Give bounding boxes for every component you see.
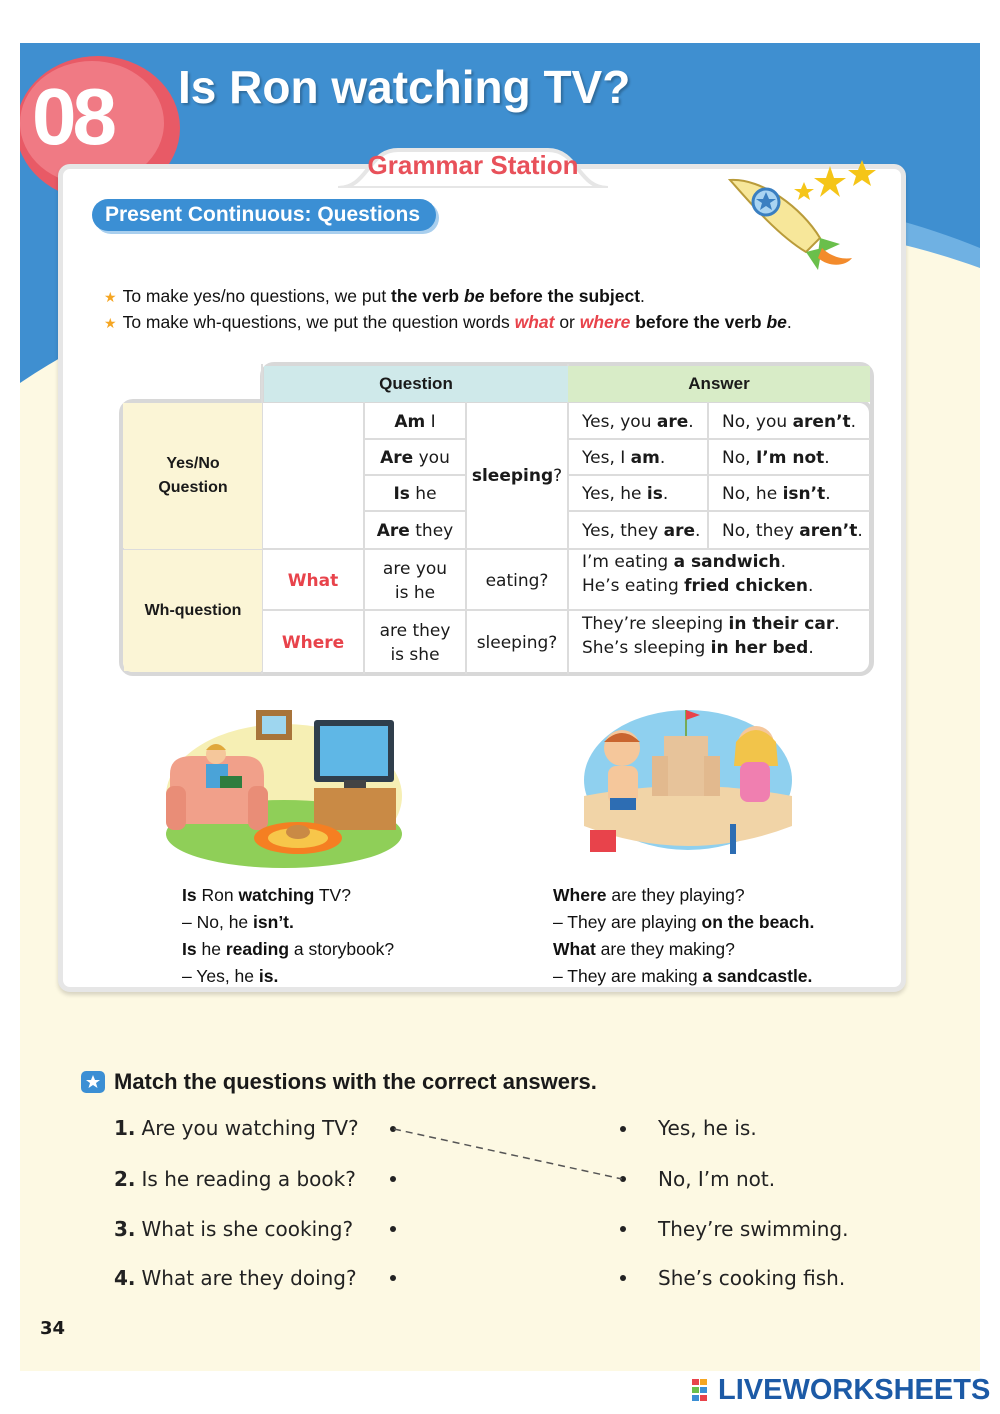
- wh-word-where: Where: [281, 632, 345, 653]
- answer-2: No, I’m not.: [658, 1167, 776, 1191]
- answer-no: No, I’m not .: [722, 448, 830, 468]
- row-label-wh: Wh-question: [124, 550, 262, 671]
- wh-answer-cell: They’re sleeping in their car. She’s sleeping in her bed.: [582, 614, 840, 658]
- answer-no: No, he isn’t .: [722, 484, 831, 504]
- wh-verb-cell: eating?: [485, 570, 549, 591]
- table-cell-verb: sleeping ?: [471, 466, 563, 486]
- star-bullet-icon: ★: [104, 289, 117, 305]
- table-header-answer: Answer: [568, 366, 870, 402]
- answer-yes: Yes, you are .: [582, 412, 694, 432]
- answer-4-connector[interactable]: [620, 1275, 626, 1281]
- rule-1: ★ To make yes/no questions, we put the verb be before the subject.: [104, 286, 645, 306]
- grammar-station-label: Grammar Station: [367, 150, 579, 180]
- table-header-question: Question: [264, 366, 568, 402]
- answer-3: They’re swimming.: [658, 1217, 849, 1241]
- wh-answer-cell: I’m eating a sandwich. He’s eating fried chicken.: [582, 552, 814, 596]
- liveworksheets-brand[interactable]: LIVEWORKSHEETS: [718, 1374, 991, 1406]
- question-3-connector[interactable]: [390, 1226, 396, 1232]
- row-label-yes-no: Yes/No Question: [124, 403, 262, 549]
- answer-no: No, you aren’t .: [722, 412, 857, 432]
- table-cell-aux: Am I: [394, 412, 436, 432]
- answer-1: Yes, he is.: [658, 1116, 757, 1140]
- rocket-illustration: [722, 158, 882, 276]
- star-bullet-icon: ★: [104, 315, 117, 331]
- answer-yes: Yes, they are .: [582, 521, 701, 541]
- wh-word-what: What: [287, 570, 339, 591]
- table-cell-aux: Are they: [376, 521, 454, 541]
- exercise-instruction: Match the questions with the correct answers.: [114, 1069, 597, 1094]
- question-2: 2. Is he reading a book?: [114, 1167, 356, 1191]
- table-cell-aux: Is he: [393, 484, 437, 504]
- example-right: Where are they playing? – They are playing on the beach. What are they making? – They are making a sandcastle.: [553, 885, 815, 986]
- question-4: 4. What are they doing?: [114, 1266, 357, 1290]
- wh-subject-cell: are they is she: [379, 620, 451, 665]
- answer-3-connector[interactable]: [620, 1226, 626, 1232]
- page-number: 34: [40, 1318, 66, 1339]
- liveworksheets-logo-icon: [692, 1379, 716, 1401]
- wh-subject-cell: are you is he: [382, 558, 448, 603]
- example-match-line: [392, 1126, 624, 1182]
- chapter-number: 08: [32, 72, 113, 161]
- rule-2: ★ To make wh-questions, we put the question words what or where before the verb be.: [104, 312, 792, 332]
- section-heading: Present Continuous: Questions: [92, 199, 436, 231]
- wh-verb-cell: sleeping?: [476, 632, 558, 653]
- exercise-star-icon: [80, 1070, 106, 1094]
- living-room-illustration: [164, 704, 404, 868]
- answer-yes: Yes, I am .: [582, 448, 666, 468]
- page-title: Is Ron watching TV?: [178, 61, 631, 113]
- table-cell-aux: Are you: [380, 448, 450, 468]
- question-3: 3. What is she cooking?: [114, 1217, 354, 1241]
- example-left: Is Ron watching TV? – No, he isn’t. Is he reading a storybook? – Yes, he is.: [182, 885, 395, 986]
- answer-4: She’s cooking fish.: [658, 1266, 846, 1290]
- question-1: 1. Are you watching TV?: [114, 1116, 359, 1140]
- answer-no: No, they aren’t .: [722, 521, 863, 541]
- answer-yes: Yes, he is .: [582, 484, 669, 504]
- beach-illustration: [580, 706, 796, 862]
- question-4-connector[interactable]: [390, 1275, 396, 1281]
